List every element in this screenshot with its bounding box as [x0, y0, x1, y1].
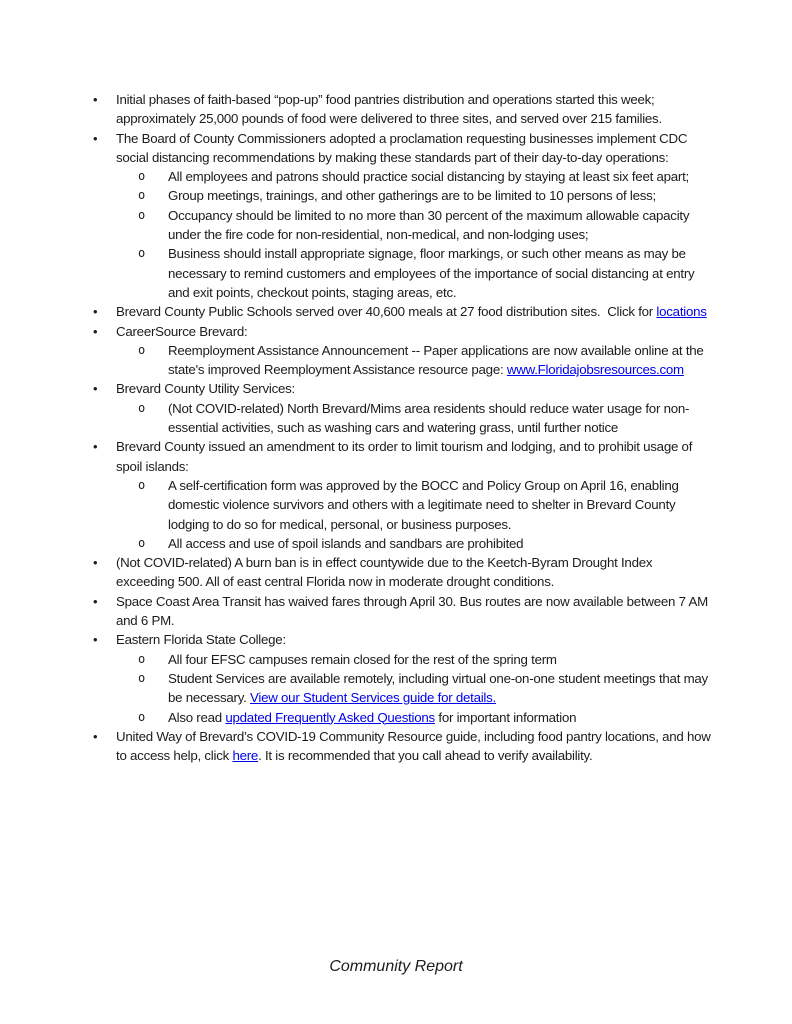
list-item-text: Business should install appropriate signage, floor markings, or such other means as may be necessary to remind customers and employees of the importance of social distancing at entry and exit points, checkout points, staging areas, etc.: [168, 246, 698, 300]
circle-bullet-icon: o: [138, 670, 146, 685]
list-item-text: Brevard County Utility Services:: [116, 381, 295, 397]
list-item-text: Reemployment Assistance Announcement -- Paper applications are now available online at the state's improved Reemployment Assistance resource page:: [168, 342, 708, 378]
list-item-text: CareerSource Brevard:: [116, 323, 248, 339]
list-item-text: United Way of Brevard’s COVID-19 Community Resource guide, including food pantry locations, and how to access help, click: [116, 728, 715, 764]
bullet-icon: •: [93, 381, 98, 397]
list-item-text: (Not COVID-related) A burn ban is in effect countywide due to the Keetch-Byram Drought Index exceeding 500. All of east central Florida now in moderate drought conditions.: [116, 555, 656, 590]
circle-bullet-icon: o: [138, 246, 146, 261]
list-item: [0, 630, 712, 649]
list-item: [0, 379, 712, 398]
list-item-text: Brevard County issued an amendment to its order to limit tourism and lodging, and to prohibit usage of spoil islands:: [116, 439, 696, 474]
list-item: [0, 186, 712, 205]
bullet-icon: •: [93, 92, 98, 107]
list-item-text: Also read: [168, 709, 226, 725]
locations-link[interactable]: locations: [656, 304, 707, 320]
bullet-icon: •: [93, 555, 98, 571]
list-item: [0, 302, 712, 321]
here-link[interactable]: here: [232, 748, 259, 764]
list-item-text: . It is recommended that you call ahead to verify availability.: [258, 748, 593, 764]
list-item: [0, 244, 712, 302]
bullet-icon: •: [93, 304, 98, 320]
list-item: [0, 553, 712, 592]
list-item: [0, 129, 712, 168]
list-item-text: A self-certification form was approved by the BOCC and Policy Group on April 16, enabling domestic violence survivors and others with a legitimate need to shelter in Brevard County lodging to do so for medical, personal, or business purposes.: [168, 477, 683, 532]
circle-bullet-icon: o: [138, 709, 146, 724]
student-services-guide-link[interactable]: View our Student Services guide for details.: [250, 690, 496, 706]
list-item: [0, 727, 715, 766]
list-item-text: (Not COVID-related) North Brevard/Mims area residents should reduce water usage for non-essential activities, such as washing cars and watering grass, until further notice: [168, 400, 690, 436]
bullet-icon: •: [93, 323, 98, 339]
list-item: [0, 167, 712, 186]
list-item-text: The Board of County Commissioners adopted a proclamation requesting businesses implement CDC social distancing recommendations by making these standards part of their day-to-day operations:: [116, 130, 691, 165]
circle-bullet-icon: o: [138, 188, 146, 203]
footer-title: Community Report: [329, 958, 463, 975]
list-item: [0, 399, 712, 438]
list-item-text: All employees and patrons should practice social distancing by staying at least six feet apart;: [168, 169, 689, 185]
list-item-text: All access and use of spoil islands and sandbars are prohibited: [168, 535, 524, 551]
bullet-icon: •: [93, 632, 98, 648]
circle-bullet-icon: o: [138, 535, 146, 550]
list-item: [0, 341, 712, 380]
list-item-text: All four EFSC campuses remain closed for the rest of the spring term: [168, 651, 557, 667]
circle-bullet-icon: o: [138, 400, 146, 415]
circle-bullet-icon: o: [138, 207, 146, 222]
circle-bullet-icon: o: [138, 169, 146, 184]
list-item: [0, 90, 712, 129]
list-item-text: for important information: [434, 709, 577, 725]
bullet-icon: •: [93, 439, 98, 455]
bullet-list: [0, 90, 715, 765]
list-item: [0, 206, 712, 245]
list-item-text: Occupancy should be limited to no more than 30 percent of the maximum allowable capacity under the fire code for non-residential, non-medical, and non-lodging uses;: [168, 207, 693, 243]
list-item-text: Brevard County Public Schools served over 40,600 meals at 27 food distribution sites. Click for: [116, 304, 657, 320]
list-item-text: Group meetings, trainings, and other gatherings are to be limited to 10 persons of less;: [168, 188, 657, 204]
circle-bullet-icon: o: [138, 342, 146, 357]
list-item: [0, 708, 712, 727]
list-item: [0, 669, 712, 708]
faq-link[interactable]: updated Frequently Asked Questions: [225, 709, 435, 725]
list-item: [0, 322, 712, 341]
list-item-text: Eastern Florida State College:: [116, 632, 286, 648]
list-item-text: Space Coast Area Transit has waived fares through April 30. Bus routes are now available between 7 AM and 6 PM.: [116, 593, 712, 629]
bullet-icon: •: [93, 593, 98, 609]
list-item: [0, 437, 712, 476]
list-item-text: Initial phases of faith-based “pop-up” food pantries distribution and operations started this week; approximately 25,000 pounds of food were delivered to three sites, and served over 215 families.: [116, 92, 662, 127]
list-item-text: Student Services are available remotely, including virtual one-on-one student meetings that may be necessary.: [168, 670, 712, 706]
bullet-icon: •: [93, 130, 98, 146]
bullet-icon: •: [93, 728, 98, 744]
circle-bullet-icon: o: [138, 477, 146, 492]
circle-bullet-icon: o: [138, 651, 146, 666]
list-item: [0, 650, 712, 669]
floridajobsresources-link[interactable]: www.Floridajobsresources.com: [506, 362, 684, 378]
list-item: [0, 592, 712, 631]
list-item: [0, 534, 712, 553]
list-item: [0, 476, 712, 534]
